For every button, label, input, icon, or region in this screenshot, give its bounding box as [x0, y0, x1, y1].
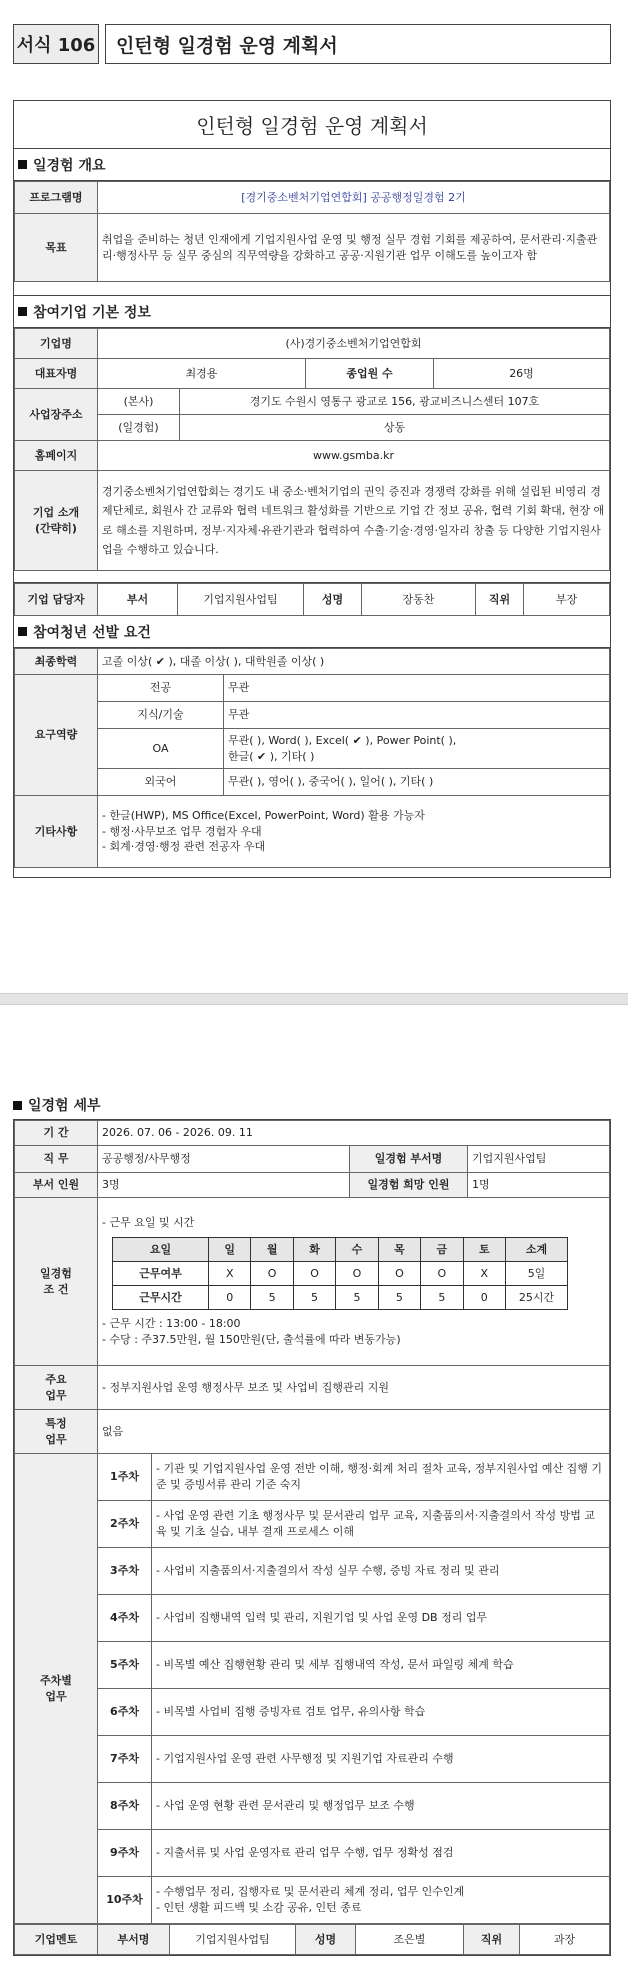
schedule-row-hours: [113, 1286, 568, 1310]
schedule-cell: 요일: [113, 1238, 209, 1262]
mentor-position-label: 직위: [464, 1925, 520, 1955]
schedule-cell: O: [293, 1262, 335, 1286]
mentor-name-label: 성명: [296, 1925, 356, 1955]
week-label: 1주차: [98, 1454, 152, 1501]
week-label: 6주차: [98, 1689, 152, 1736]
hq-value: 경기도 수원시 영통구 광교로 156, 광교비즈니스센터 107호: [180, 389, 610, 415]
mentor-name-value: 조은별: [356, 1925, 464, 1955]
requirements-table: [14, 648, 610, 868]
week-task: - 사업비 집행내역 입력 및 관리, 지원기업 및 사업 운영 DB 정리 업무: [152, 1595, 610, 1642]
schedule-cell: 0: [209, 1286, 251, 1310]
education-value: 고졸 이상( ✔ ), 대졸 이상( ), 대학원졸 이상( ): [98, 649, 610, 675]
hq-label: (본사): [98, 389, 180, 415]
schedule-cell: 5: [378, 1286, 420, 1310]
hope-label: 일경험 희망 인원: [350, 1173, 468, 1198]
manager-name-label: 성명: [304, 584, 362, 616]
week-label: 5주차: [98, 1642, 152, 1689]
main-duty-label-line2: 업무: [45, 1388, 67, 1402]
mentor-table: [14, 1924, 610, 1955]
main-duty-label-line1: 주요: [45, 1372, 67, 1386]
manager-dept-value: 기업지원사업팀: [178, 584, 304, 616]
schedule-cell: 5: [251, 1286, 293, 1310]
intro-value: 경기중소벤처기업연합회는 경기도 내 중소·벤처기업의 권익 증진과 경쟁력 강화를 위해 설립된 비영리 경제단체로, 회원사 간 교류와 협력 네트워크 활성화를 기반으로 기업 간 정보 공유, 협력 기회 확대, 현장 애로 해소를 지원하며, 정부·지자체·유관기관과 협력하여 수출·기술·경영·일자리 창출 등 다양한 기업지원사업을 수행하고 있습니다.: [98, 471, 610, 571]
week-task: - 사업 운영 관련 기초 행정사무 및 문서관리 업무 교육, 지출품의서·지출결의서 작성 방법 교육 및 기초 실습, 내부 결재 프로세스 이해: [152, 1501, 610, 1548]
section-requirements: 참여청년 선발 요건: [14, 616, 610, 648]
schedule-cell: 0: [463, 1286, 505, 1310]
schedule-row-workday: [113, 1262, 568, 1286]
homepage-value: www.gsmba.kr: [98, 441, 610, 471]
page-break: [0, 993, 628, 1005]
schedule-cell: 화: [293, 1238, 335, 1262]
major-label: 전공: [98, 675, 224, 702]
oa-value: [224, 729, 610, 769]
etc-item: - 행정·사무보조 업무 경험자 우대: [102, 824, 262, 838]
employee-label: 종업원 수: [306, 359, 434, 389]
oa-label: OA: [98, 729, 224, 769]
week-task: - 수행업무 정리, 집행자료 및 문서관리 체계 정리, 업무 인수인계 - 인턴 생활 피드백 및 소감 공유, 인턴 종료: [152, 1877, 610, 1924]
duty-value: 공공행정/사무행정: [98, 1146, 350, 1173]
main-duty-value: - 정부지원사업 운영 행정사무 보조 및 사업비 집행관리 지원: [98, 1366, 610, 1410]
work-site-label: (일경험): [98, 415, 180, 441]
intro-label: [15, 471, 98, 571]
overview-table: [14, 181, 610, 282]
mentor-dept-label: 부서명: [98, 1925, 170, 1955]
skill-value: 무관: [224, 702, 610, 729]
education-label: 최종학력: [15, 649, 98, 675]
schedule-cell: 일: [209, 1238, 251, 1262]
condition-pay: - 수당 : 주37.5만원, 월 150만원(단, 출석률에 따라 변동가능): [102, 1332, 401, 1346]
schedule-cell: O: [336, 1262, 378, 1286]
competency-label: 요구역량: [15, 675, 98, 796]
week-task: - 비목별 사업비 집행 증빙자료 검토 업무, 유의사항 학습: [152, 1689, 610, 1736]
special-duty-label-line2: 업무: [45, 1432, 67, 1446]
schedule-cell: 근무여부: [113, 1262, 209, 1286]
form-header: [13, 24, 611, 64]
period-value: 2026. 07. 06 - 2026. 09. 11: [98, 1121, 610, 1146]
schedule-cell: 5일: [506, 1262, 568, 1286]
schedule-header-row: [113, 1238, 568, 1262]
weekly-duty-label-line1: 주차별: [40, 1673, 72, 1687]
etc-item: - 한글(HWP), MS Office(Excel, PowerPoint, Word) 활용 가능자: [102, 808, 425, 822]
oa-line-2: 한글( ✔ ), 기타( ): [228, 749, 315, 763]
page-2: [0, 1005, 628, 1965]
main-duty-label: [15, 1366, 98, 1410]
spacer: [14, 571, 610, 583]
goal-label: 목표: [15, 214, 98, 282]
weekly-duty-label-line2: 업무: [45, 1689, 67, 1703]
week-task: - 기업지원사업 운영 관련 사무행정 및 지원기업 자료관리 수행: [152, 1736, 610, 1783]
ceo-label: 대표자명: [15, 359, 98, 389]
oa-line-1: 무관( ), Word( ), Excel( ✔ ), Power Point( ),: [228, 733, 457, 747]
hope-value: 1명: [468, 1173, 610, 1198]
etc-item: - 회계·경영·행정 관련 전공자 우대: [102, 840, 266, 854]
week-task: - 지출서류 및 사업 운영자료 관리 업무 수행, 업무 정확성 점검: [152, 1830, 610, 1877]
intro-label-line2: (간략히): [35, 521, 77, 535]
manager-name-value: 장동찬: [362, 584, 476, 616]
schedule-cell: 토: [463, 1238, 505, 1262]
manager-label: 기업 담당자: [15, 584, 98, 616]
detail-document: [13, 1119, 611, 1956]
major-value: 무관: [224, 675, 610, 702]
manager-position-value: 부장: [524, 584, 610, 616]
form-number: 서식 106: [13, 24, 99, 64]
week-task: - 사업 운영 현황 관련 문서관리 및 행정업무 보조 수행: [152, 1783, 610, 1830]
employee-value: 26명: [434, 359, 610, 389]
program-label: 프로그램명: [15, 182, 98, 214]
week-label: 4주차: [98, 1595, 152, 1642]
program-value: [경기중소벤처기업연합회] 공공행정일경험 2기: [98, 182, 610, 214]
homepage-label: 홈페이지: [15, 441, 98, 471]
condition-label-line2: 조 건: [43, 1282, 69, 1296]
week-task: - 비목별 예산 집행현황 관리 및 세부 집행내역 작성, 문서 파일링 체계 학습: [152, 1642, 610, 1689]
week-label: 3주차: [98, 1548, 152, 1595]
schedule-cell: 5: [293, 1286, 335, 1310]
spacer: [14, 282, 610, 296]
schedule-cell: O: [378, 1262, 420, 1286]
week-task: - 기관 및 기업지원사업 운영 전반 이해, 행정·회계 처리 절차 교육, 정부지원사업 예산 집행 기준 및 증빙서류 관리 기준 숙지: [152, 1454, 610, 1501]
duty-label: 직 무: [15, 1146, 98, 1173]
week-label: 7주차: [98, 1736, 152, 1783]
schedule-cell: 금: [421, 1238, 463, 1262]
week-label: 9주차: [98, 1830, 152, 1877]
ceo-value: 최경용: [98, 359, 306, 389]
form-title: 인턴형 일경험 운영 계획서: [105, 24, 611, 64]
intro-label-line1: 기업 소개: [32, 505, 80, 519]
schedule-table: [112, 1237, 568, 1310]
period-label: 기 간: [15, 1121, 98, 1146]
company-name-value: (사)경기중소벤처기업연합회: [98, 329, 610, 359]
section-detail: 일경험 세부: [13, 1091, 101, 1119]
manager-dept-label: 부서: [98, 584, 178, 616]
language-value: 무관( ), 영어( ), 중국어( ), 일어( ), 기타( ): [224, 769, 610, 796]
plan-document: [13, 100, 611, 878]
weekly-duty-label: [15, 1454, 98, 1924]
language-label: 외국어: [98, 769, 224, 796]
company-name-label: 기업명: [15, 329, 98, 359]
schedule-cell: O: [251, 1262, 293, 1286]
schedule-cell: 목: [378, 1238, 420, 1262]
etc-value: [98, 796, 610, 868]
detail-table: [14, 1120, 610, 1924]
special-duty-label-line1: 특정: [45, 1416, 67, 1430]
schedule-cell: 25시간: [506, 1286, 568, 1310]
manager-position-label: 직위: [476, 584, 524, 616]
schedule-cell: 근무시간: [113, 1286, 209, 1310]
schedule-cell: O: [421, 1262, 463, 1286]
special-duty-value: 없음: [98, 1410, 610, 1454]
schedule-cell: X: [463, 1262, 505, 1286]
schedule-cell: 5: [336, 1286, 378, 1310]
work-site-value: 상동: [180, 415, 610, 441]
special-duty-label: [15, 1410, 98, 1454]
document-title: 인턴형 일경험 운영 계획서: [14, 101, 610, 149]
week-label: 10주차: [98, 1877, 152, 1924]
week-label: 8주차: [98, 1783, 152, 1830]
section-overview: 일경험 개요: [14, 149, 610, 181]
schedule-cell: 월: [251, 1238, 293, 1262]
manager-table: [14, 583, 610, 616]
mentor-dept-value: 기업지원사업팀: [170, 1925, 296, 1955]
detail-dept-value: 기업지원사업팀: [468, 1146, 610, 1173]
goal-value: 취업을 준비하는 청년 인재에게 기업지원사업 운영 및 행정 실무 경험 기회를 제공하여, 문서관리·지출관리·행정사무 등 실무 중심의 직무역량을 강화하고 공공·지원기관 업무 이해도를 높이고자 함: [98, 214, 610, 282]
week-task: - 사업비 지출품의서·지출결의서 작성 실무 수행, 증빙 자료 정리 및 관리: [152, 1548, 610, 1595]
condition-label-line1: 일경험: [40, 1266, 72, 1280]
company-table: [14, 328, 610, 571]
address-label: 사업장주소: [15, 389, 98, 441]
staff-value: 3명: [98, 1173, 350, 1198]
condition-value: [98, 1198, 610, 1366]
schedule-cell: 5: [421, 1286, 463, 1310]
detail-dept-label: 일경험 부서명: [350, 1146, 468, 1173]
condition-label: [15, 1198, 98, 1366]
schedule-cell: X: [209, 1262, 251, 1286]
staff-label: 부서 인원: [15, 1173, 98, 1198]
schedule-cell: 수: [336, 1238, 378, 1262]
mentor-position-value: 과장: [520, 1925, 610, 1955]
mentor-label: 기업멘토: [15, 1925, 98, 1955]
condition-intro: - 근무 요일 및 시간: [102, 1216, 195, 1230]
week-label: 2주차: [98, 1501, 152, 1548]
etc-label: 기타사항: [15, 796, 98, 868]
skill-label: 지식/기술: [98, 702, 224, 729]
schedule-cell: 소계: [506, 1238, 568, 1262]
section-company: 참여기업 기본 정보: [14, 296, 610, 328]
condition-time: - 근무 시간 : 13:00 - 18:00: [102, 1317, 241, 1331]
